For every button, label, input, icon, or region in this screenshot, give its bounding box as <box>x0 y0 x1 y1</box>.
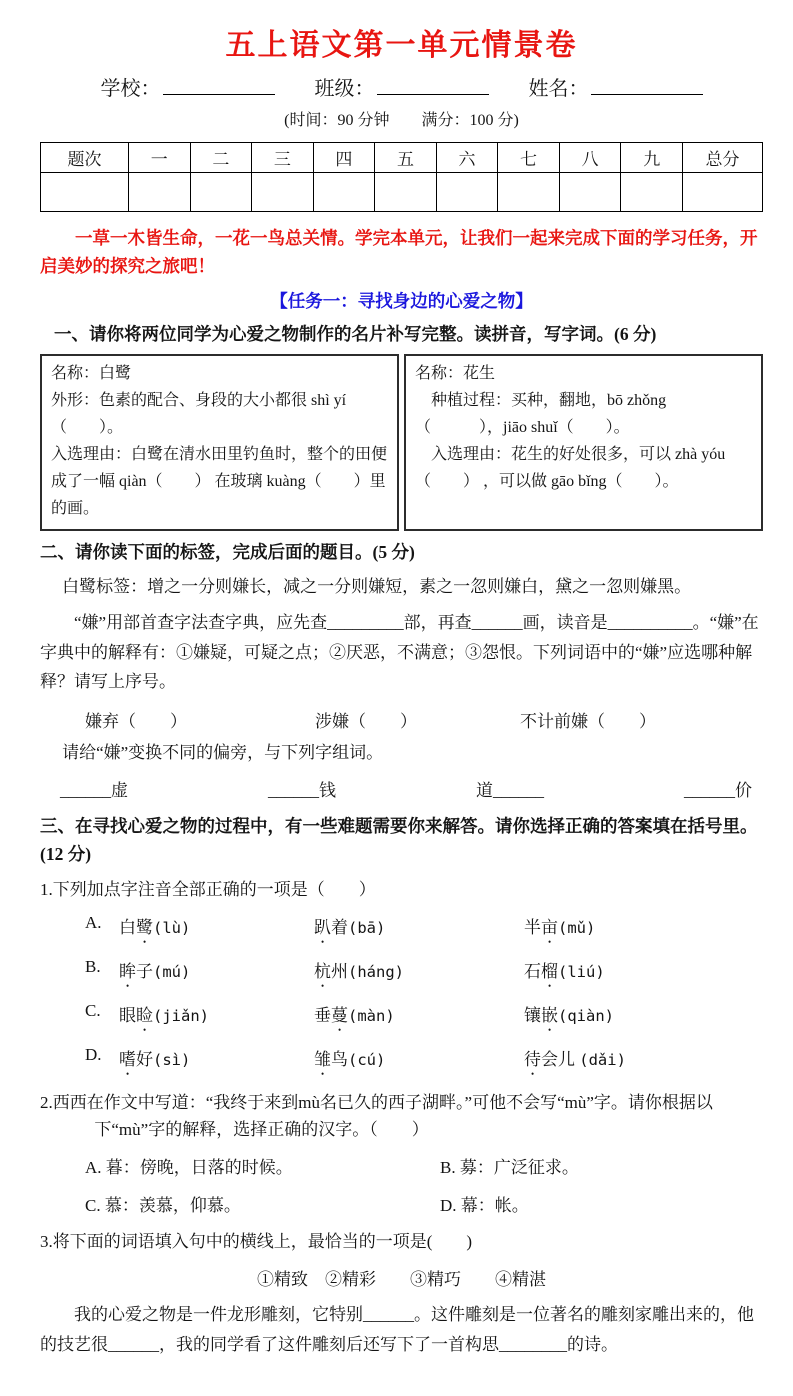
score-header-cell: 总分 <box>683 143 763 173</box>
blank-row <box>40 776 763 801</box>
q2-option: B. 募：广泛征求。 <box>440 1158 579 1178</box>
pinyin: (jiǎn) <box>153 1006 209 1025</box>
dotted-char: 亩 <box>541 917 558 937</box>
card-line: 入选理由：白鹭在清水田里钓鱼时，整个的田便成了一幅 qiàn（ ） 在玻璃 kuàng（ ）里的画。 <box>51 445 388 517</box>
dotted-char: 待 <box>524 1049 541 1069</box>
score-input-cell <box>129 173 191 212</box>
class-blank <box>377 77 489 95</box>
score-header-cell: 八 <box>559 143 621 173</box>
school-blank <box>163 77 275 95</box>
pinyin: (cú) <box>348 1050 386 1069</box>
egret-label-line: 白鹭标签：增之一分则嫌长，减之一分则嫌短，素之一忽则嫌白，黛之一忽则嫌黑。 <box>62 576 692 596</box>
option-label: B. <box>85 956 101 976</box>
pinyin: (bā) <box>348 918 386 937</box>
dotted-char: 嗜 <box>119 1049 136 1069</box>
name-field <box>529 72 703 101</box>
blank-item: ______虚 <box>60 781 128 801</box>
dotted-char: 眸 <box>119 961 136 981</box>
option-label: C. <box>85 1000 101 1020</box>
pinyin: (lù) <box>153 918 191 937</box>
paper-title: 五上语文第一单元情景卷 <box>225 29 578 62</box>
score-header-cell: 六 <box>436 143 498 173</box>
score-input-cell <box>190 173 252 212</box>
dotted-char: 雏 <box>314 1049 331 1069</box>
dotted-char: 杭 <box>314 961 331 981</box>
score-input-cell <box>683 173 763 212</box>
q1-option-row <box>40 1045 763 1079</box>
q2-option: C. 慕：羡慕，仰慕。 <box>85 1196 241 1216</box>
option-word <box>119 1045 314 1079</box>
option-word <box>314 913 524 947</box>
student-info-row <box>40 72 763 101</box>
option-word <box>524 913 763 947</box>
section1-title: 一、请你将两位同学为心爱之物制作的名片补写完整。读拼音，写字词。(6 分) <box>54 324 657 344</box>
option-word <box>314 1045 524 1079</box>
word-item: 嫌弃（ ） <box>85 712 187 732</box>
namecard-egret <box>40 354 399 531</box>
q1-option-row <box>40 1001 763 1035</box>
score-header-cell: 三 <box>252 143 314 173</box>
dotted-char: 睑 <box>136 1005 153 1025</box>
score-header-cell: 四 <box>313 143 375 173</box>
class-label: 班级： <box>314 78 375 100</box>
radical-prompt: 请给“嫌”变换不同的偏旁，与下列字组词。 <box>62 743 384 763</box>
pinyin: (liú) <box>558 962 605 981</box>
score-header-cell: 题次 <box>41 143 129 173</box>
word-part: 州 <box>331 961 348 981</box>
school-field <box>101 72 275 101</box>
option-word <box>119 913 314 947</box>
q2-options <box>40 1153 763 1216</box>
q2-option: A. 暮：傍晚，日落的时候。 <box>85 1158 293 1178</box>
school-label: 学校： <box>100 78 161 100</box>
dictionary-paragraph: “嫌”用部首查字法查字典，应先查_________部，再查______画，读音是__________。“嫌”在字典中的解释有：①嫌疑，可疑之点；②厌恶，不满意；③怨恨。下列词语中的“嫌”应选哪种解释？请写上序号。 <box>40 612 759 692</box>
word-part: 鸟 <box>331 1049 348 1069</box>
q3-word-bank: ①精致 ②精彩 ③精巧 ④精湛 <box>257 1270 546 1290</box>
card-line: 外形：色素的配合、身段的大小都很 shì yí（ ）。 <box>51 392 347 436</box>
score-input-row <box>41 173 763 212</box>
option-word <box>524 1001 763 1035</box>
option-word <box>314 957 524 991</box>
dotted-char: 嵌 <box>541 1005 558 1025</box>
q1-option-row <box>40 957 763 991</box>
word-part: 垂 <box>314 1005 331 1025</box>
pinyin: (háng) <box>348 962 404 981</box>
section2-title: 二、请你读下面的标签，完成后面的题目。(5 分) <box>40 542 415 563</box>
score-input-cell <box>41 173 129 212</box>
word-part: 半 <box>524 917 541 937</box>
pinyin: (sì) <box>153 1050 191 1069</box>
blank-item: ______价 <box>684 781 752 801</box>
pinyin: (mú) <box>153 962 191 981</box>
word-part: 镶 <box>524 1005 541 1025</box>
word-item: 不计前嫌（ ） <box>520 712 656 732</box>
option-word <box>119 1001 314 1035</box>
q3-stem: 3.将下面的词语填入句中的横线上，最恰当的一项是( ) <box>40 1232 473 1252</box>
score-input-cell <box>621 173 683 212</box>
dotted-char: 趴 <box>314 917 331 937</box>
score-header-cell: 七 <box>498 143 560 173</box>
pinyin: (màn) <box>348 1006 395 1025</box>
namecard-peanut <box>404 354 763 531</box>
score-input-cell <box>252 173 314 212</box>
q2-stem: 2.西西在作文中写道：“我终于来到mù名已久的西子湖畔。”可他不会写“mù”字。请你根据以下“mù”字的解释，选择正确的汉字。（ ） <box>40 1092 713 1140</box>
pinyin: (dǎi) <box>579 1050 626 1069</box>
card-line: 名称：白鹭 <box>51 365 132 383</box>
pinyin: (mǔ) <box>558 918 596 937</box>
q3-passage: 我的心爱之物是一件龙形雕刻，它特别______。这件雕刻是一位著名的雕刻家雕出来的，他的技艺很______，我的同学看了这件雕刻后还写下了一首构思________的诗。 <box>40 1305 754 1355</box>
q1-option-row <box>40 913 763 947</box>
option-word <box>119 957 314 991</box>
score-input-cell <box>375 173 437 212</box>
option-word <box>524 957 763 991</box>
score-header-cell: 九 <box>621 143 683 173</box>
card-line: 名称：花生 <box>415 365 496 383</box>
score-header-cell: 二 <box>190 143 252 173</box>
word-item: 涉嫌（ ） <box>315 712 417 732</box>
option-label: A. <box>85 912 102 932</box>
dotted-char: 蔓 <box>331 1005 348 1025</box>
q2-option: D. 幕：帐。 <box>440 1196 529 1216</box>
section3-title: 三、在寻找心爱之物的过程中，有一些难题需要你来解答。请你选择正确的答案填在括号里。(12 分) <box>40 816 758 864</box>
score-header-row <box>41 143 763 173</box>
word-part: 白 <box>119 917 136 937</box>
word-part: 眼 <box>119 1005 136 1025</box>
score-table <box>40 142 763 212</box>
blank-item: 道______ <box>476 781 544 801</box>
score-input-cell <box>313 173 375 212</box>
word-part: 石 <box>524 961 541 981</box>
option-word <box>524 1045 763 1079</box>
exam-meta: (时间：90 分钟 满分：100 分) <box>284 112 519 129</box>
score-input-cell <box>498 173 560 212</box>
intro-text: 一草一木皆生命，一花一鸟总关情。学完本单元，让我们一起来完成下面的学习任务，开启美妙的探究之旅吧！ <box>40 228 758 276</box>
option-word <box>314 1001 524 1035</box>
dotted-char: 榴 <box>541 961 558 981</box>
namecards <box>40 354 763 531</box>
name-label: 姓名： <box>528 78 589 100</box>
name-blank <box>591 77 703 95</box>
score-header-cell: 五 <box>375 143 437 173</box>
score-input-cell <box>436 173 498 212</box>
word-part: 会儿 <box>541 1049 580 1069</box>
word-part: 子 <box>136 961 153 981</box>
option-label: D. <box>85 1044 102 1064</box>
card-line: 种植过程：买种，翻地，bō zhǒng（ ），jiāo shuǐ（ ）。 <box>415 392 667 436</box>
score-input-cell <box>559 173 621 212</box>
class-field <box>315 72 489 101</box>
q1-stem: 1.下列加点字注音全部正确的一项是（ ） <box>40 879 376 899</box>
word-part: 好 <box>136 1049 153 1069</box>
word-part: 着 <box>331 917 348 937</box>
word-row <box>40 707 763 732</box>
card-line: 入选理由：花生的好处很多，可以 zhà yóu（ ） ，可以做 gāo bǐng（ ）。 <box>415 445 726 490</box>
task1-banner: 【任务一：寻找身边的心爱之物】 <box>270 291 533 311</box>
pinyin: (qiàn) <box>558 1006 614 1025</box>
dotted-char: 鹭 <box>136 917 153 937</box>
blank-item: ______钱 <box>268 781 336 801</box>
score-header-cell: 一 <box>129 143 191 173</box>
